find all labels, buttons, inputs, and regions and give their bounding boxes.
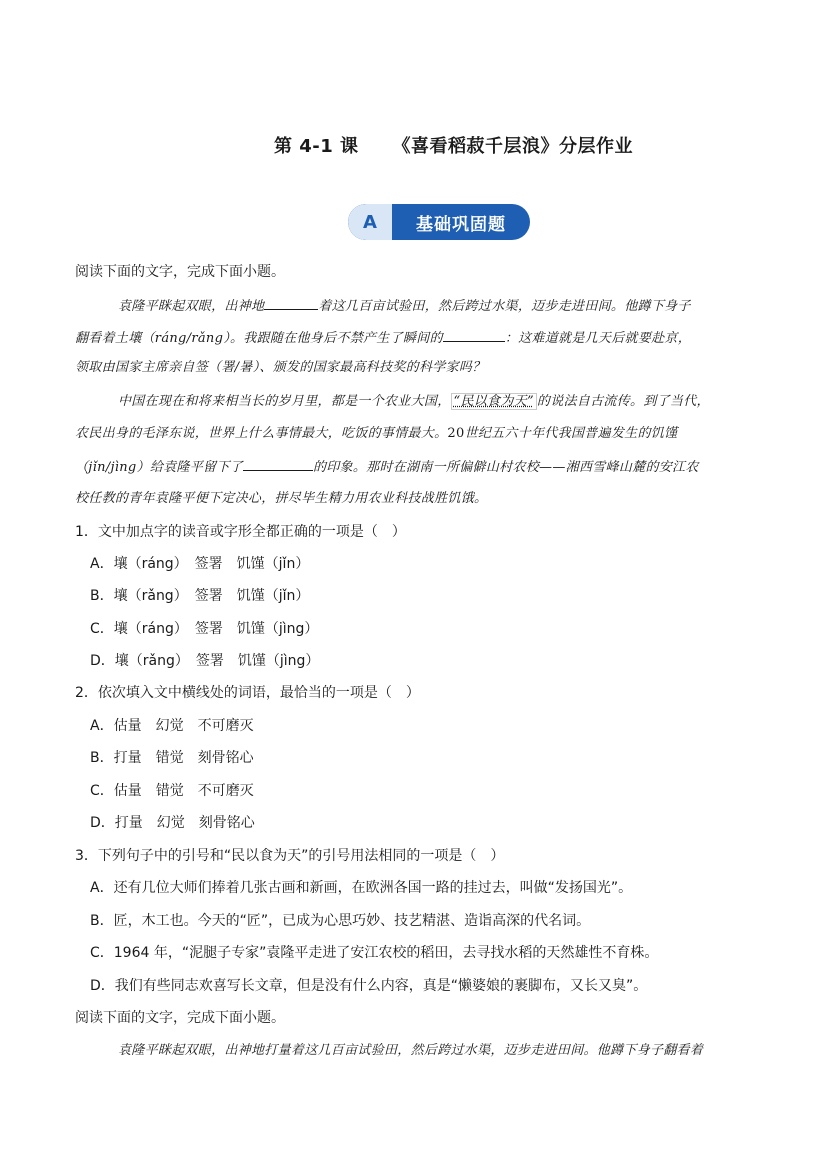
badge-letter: A	[348, 204, 392, 240]
q3-option-a[interactable]: A．还有几位大师们捧着几张古画和新画，在欧洲各国一路的挂过去，叫做“发扬国光”。	[90, 880, 633, 896]
reading-instruction-2: 阅读下面的文字，完成下面小题。	[75, 1010, 285, 1026]
q2-option-d[interactable]: D．打量 幻觉 刻骨铭心	[90, 815, 255, 831]
fill-blank-1[interactable]	[264, 295, 318, 310]
passage-2-line: 袁隆平眯起双眼，出神地打量着这几百亩试验田，然后跨过水渠，迈步走进田间。他蹲下身子翻看着	[118, 1043, 704, 1058]
quoted-phrase: “民以食为天”	[451, 393, 537, 410]
page-title	[0, 132, 827, 158]
q3-option-d[interactable]: D．我们有些同志欢喜写长文章，但是没有什么内容，真是“懒婆娘的裹脚布，又长又臭”。	[90, 978, 648, 994]
passage-line: 农民出身的毛泽东说，世界上什么事情最大，吃饭的事情最大。20世纪五六十年代我国普遍发生的饥馑	[75, 426, 678, 441]
q1-option-d[interactable]: D．壤（rǎng） 签署 饥馑（jìng）	[90, 653, 320, 669]
reading-instruction: 阅读下面的文字，完成下面小题。	[75, 264, 285, 280]
question-2-stem: 2．依次填入文中横线处的词语，最恰当的一项是（ ）	[75, 685, 420, 701]
passage-line: 中国在现在和将来相当长的岁月里，都是一个农业大国， “民以食为天” 的说法自古流传。到了当代，	[118, 394, 710, 409]
section-badge	[348, 204, 530, 240]
q1-option-b[interactable]: B．壤（rǎng） 签署 饥馑（jǐn）	[90, 588, 310, 604]
q2-option-b[interactable]: B．打量 错觉 刻骨铭心	[90, 750, 254, 766]
passage-line: 袁隆平眯起双眼，出神地 着这几百亩试验田，然后跨过水渠，迈步走进田间。他蹲下身子	[118, 295, 691, 317]
passage-line: （jǐn/jìng）给袁隆平留下了 的印象。那时在湖南一所偏僻山村农校——湘西雪峰山麓的安江农	[75, 456, 699, 478]
passage-line: 领取由国家主席亲自签（署/暑）、颁发的国家最高科技奖的科学家吗？	[75, 360, 486, 375]
q3-option-b[interactable]: B．匠，木工也。今天的“匠”，已成为心思巧妙、技艺精湛、造诣高深的代名词。	[90, 913, 591, 929]
q2-option-a[interactable]: A．估量 幻觉 不可磨灭	[90, 718, 254, 734]
q1-option-a[interactable]: A．壤（ráng） 签署 饥馑（jǐn）	[90, 556, 310, 572]
q1-option-c[interactable]: C．壤（ráng） 签署 饥馑（jìng）	[90, 621, 319, 637]
question-1-stem: 1．文中加点字的读音或字形全都正确的一项是（ ）	[75, 524, 406, 540]
badge-text: 基础巩固题	[416, 214, 506, 235]
question-3-stem: 3．下列句子中的引号和“民以食为天”的引号用法相同的一项是（ ）	[75, 848, 505, 864]
q3-option-c[interactable]: C．1964 年，“泥腿子专家”袁隆平走进了安江农校的稻田，去寻找水稻的天然雄性不育株。	[90, 945, 659, 961]
passage-line: 翻看着土壤（ráng/rǎng）。我跟随在他身后不禁产生了瞬间的 ：这难道就是几天后就要赴京，	[75, 327, 691, 349]
fill-blank-2[interactable]	[443, 327, 505, 342]
lesson-name: 《喜看稻菽千层浪》分层作业	[392, 136, 634, 157]
lesson-number: 第 4-1 课	[273, 136, 359, 157]
fill-blank-3[interactable]	[243, 456, 313, 471]
q2-option-c[interactable]: C．估量 错觉 不可磨灭	[90, 783, 254, 799]
passage-line: 校任教的青年袁隆平便下定决心，拼尽毕生精力用农业科技战胜饥饿。	[75, 491, 488, 506]
